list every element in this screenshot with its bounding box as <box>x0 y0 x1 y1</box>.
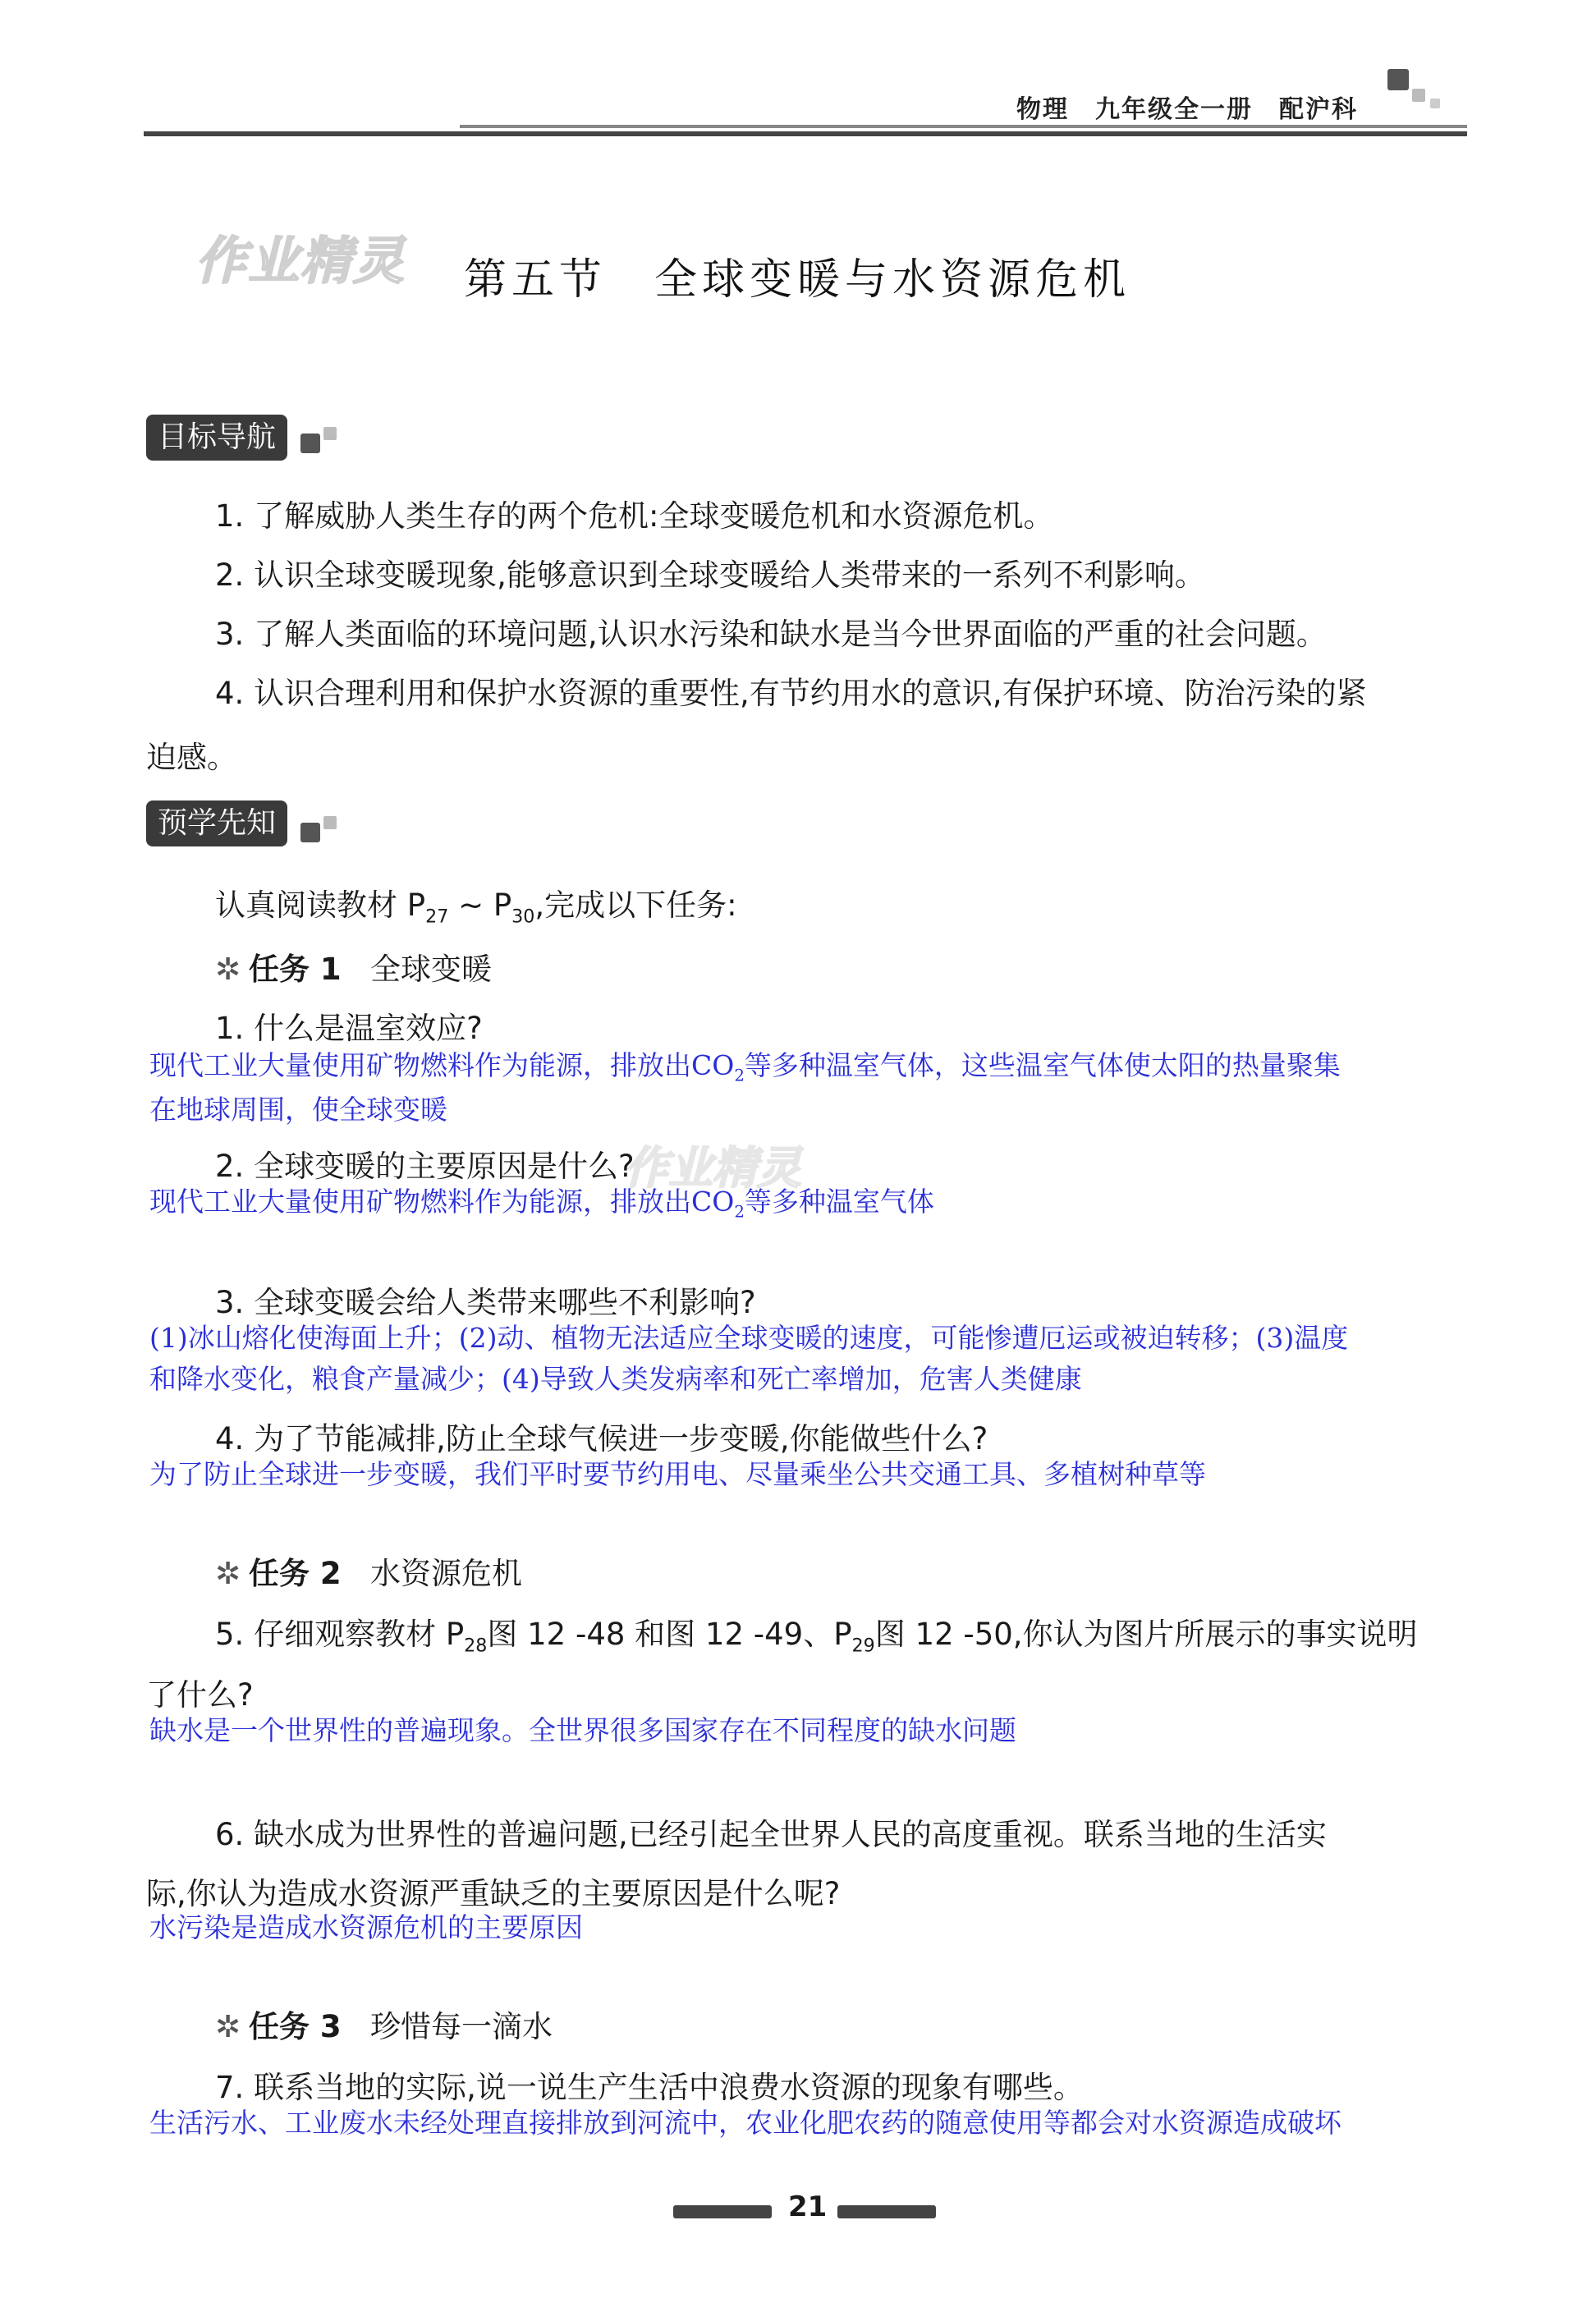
gear-icon: ✲ <box>215 1556 241 1591</box>
answer-1-line-1: 现代工业大量使用矿物燃料作为能源，排放出$CO_2$等多种温室气体，这些温室气体使太阳的热量聚集 <box>149 1049 1341 1085</box>
task-heading-1: ✲ 任务 1 全球变暖 <box>215 952 492 987</box>
gear-icon: ✲ <box>215 2009 241 2044</box>
answer-1-line-2: 在地球周围，使全球变暖 <box>149 1094 447 1126</box>
answer-3-line-1: (1)冰山熔化使海面上升；(2)动、植物无法适应全球变暖的速度，可能惨遭厄运或被迫转移；(3)温度 <box>149 1322 1349 1354</box>
header-rule-thin <box>460 125 1467 128</box>
section-decor-square <box>300 434 320 453</box>
question-6-line-2: 际,你认为造成水资源严重缺乏的主要原因是什么呢? <box>146 1876 841 1911</box>
intro-text: 认真阅读教材 $P_{27}$ ~ $P_{30}$,完成以下任务: <box>215 888 737 928</box>
goal-item: 2. 认识全球变暖现象,能够意识到全球变暖给人类带来的一系列不利影响。 <box>215 557 1205 593</box>
page-number: 21 <box>788 2190 828 2223</box>
question-5-continued: 了什么? <box>146 1677 254 1713</box>
goal-item: 1. 了解威胁人类生存的两个危机:全球变暖危机和水资源危机。 <box>215 498 1054 534</box>
goal-item: 4. 认识合理利用和保护水资源的重要性,有节约用水的意识,有保护环境、防治污染的紧 <box>215 676 1367 711</box>
answer-4: 为了防止全球进一步变暖，我们平时要节约用电、尽量乘坐公共交通工具、多植树种草等 <box>149 1458 1206 1490</box>
goal-item-continued: 迫感。 <box>146 740 237 775</box>
section-decor-square <box>300 823 320 842</box>
section-label-preview: 预学先知 <box>146 800 287 846</box>
header-decor-square-tiny <box>1430 99 1440 108</box>
question-2: 2. 全球变暖的主要原因是什么? <box>215 1149 635 1184</box>
page-number-bar-left <box>673 2205 772 2218</box>
answer-2: 现代工业大量使用矿物燃料作为能源，排放出$CO_2$等多种温室气体 <box>149 1186 934 1222</box>
answer-3-line-2: 和降水变化，粮食产量减少；(4)导致人类发病率和死亡率增加，危害人类健康 <box>149 1363 1082 1395</box>
goal-item: 3. 了解人类面临的环境问题,认识水污染和缺水是当今世界面临的严重的社会问题。 <box>215 617 1327 652</box>
question-7: 7. 联系当地的实际,说一说生产生活中浪费水资源的现象有哪些。 <box>215 2070 1084 2105</box>
answer-6: 水污染是造成水资源危机的主要原因 <box>149 1911 583 1943</box>
section-label-goals: 目标导航 <box>146 415 287 461</box>
question-1: 1. 什么是温室效应? <box>215 1011 483 1046</box>
header-text: 物理 九年级全一册 配沪科 <box>1016 95 1358 124</box>
section-decor-square-small <box>323 427 337 440</box>
question-4: 4. 为了节能减排,防止全球气候进一步变暖,你能做些什么? <box>215 1421 988 1456</box>
gear-icon: ✲ <box>215 952 241 987</box>
watermark-logo-faint: 作业精灵 <box>624 1142 801 1194</box>
page-number-bar-right <box>837 2205 936 2218</box>
question-3: 3. 全球变暖会给人类带来哪些不利影响? <box>215 1285 756 1320</box>
page-title: 第五节 全球变暖与水资源危机 <box>464 255 1131 305</box>
header-rule <box>144 131 1467 136</box>
header-decor-square-small <box>1412 89 1425 102</box>
section-decor-square-small <box>323 816 337 829</box>
task-heading-3: ✲ 任务 3 珍惜每一滴水 <box>215 2009 553 2044</box>
watermark-logo: 作业精灵 <box>195 231 406 291</box>
question-5: 5. 仔细观察教材 $P_{28}$图 12 -48 和图 12 -49、$P_{29}$图 12 -50,你认为图片所展示的事实说明 <box>215 1617 1418 1657</box>
task-heading-2: ✲ 任务 2 水资源危机 <box>215 1556 522 1591</box>
question-6-line-1: 6. 缺水成为世界性的普遍问题,已经引起全世界人民的高度重视。联系当地的生活实 <box>215 1817 1327 1852</box>
answer-7: 生活污水、工业废水未经处理直接排放到河流中，农业化肥农药的随意使用等都会对水资源造成破坏 <box>149 2107 1341 2139</box>
answer-5: 缺水是一个世界性的普遍现象。全世界很多国家存在不同程度的缺水问题 <box>149 1714 1016 1746</box>
header-decor-square <box>1387 69 1409 90</box>
